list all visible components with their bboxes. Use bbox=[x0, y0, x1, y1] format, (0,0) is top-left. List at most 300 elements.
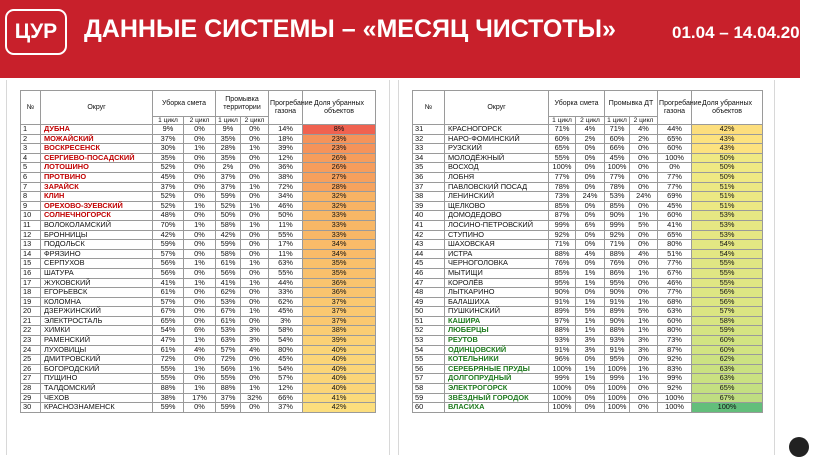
cell-cleaning-cycle1: 91% bbox=[549, 345, 576, 355]
cell-washing-cycle1: 86% bbox=[605, 268, 630, 278]
cell-share: 32% bbox=[303, 192, 376, 202]
cell-cleaning-cycle2: 0% bbox=[576, 182, 605, 192]
cell-washing-cycle1: 56% bbox=[216, 364, 241, 374]
cell-district: БРОННИЦЫ bbox=[41, 230, 153, 240]
cell-cleaning-cycle1: 100% bbox=[549, 393, 576, 403]
cell-washing-cycle1: 56% bbox=[216, 268, 241, 278]
cell-washing-cycle1: 63% bbox=[216, 336, 241, 346]
cell-washing-cycle1: 90% bbox=[605, 211, 630, 221]
cell-share: 54% bbox=[692, 240, 763, 250]
cell-number: 32 bbox=[413, 134, 445, 144]
cell-washing-cycle2: 4% bbox=[241, 345, 269, 355]
cell-cleaning-cycle2: 3% bbox=[576, 345, 605, 355]
cell-cleaning-cycle2: 0% bbox=[576, 355, 605, 365]
cell-washing-cycle2: 0% bbox=[630, 230, 658, 240]
cell-district: ЛОБНЯ bbox=[445, 172, 549, 182]
cell-cleaning-cycle2: 0% bbox=[184, 288, 216, 298]
cell-washing-cycle2: 1% bbox=[241, 307, 269, 317]
cell-cleaning-cycle2: 1% bbox=[184, 259, 216, 269]
cell-number: 20 bbox=[21, 307, 41, 317]
cell-lawn: 62% bbox=[269, 297, 303, 307]
col-header-cycle1: 1 цикл bbox=[549, 117, 576, 125]
cell-washing-cycle1: 90% bbox=[605, 288, 630, 298]
cell-cleaning-cycle2: 0% bbox=[576, 211, 605, 221]
cell-lawn: 73% bbox=[658, 336, 692, 346]
table-row bbox=[21, 144, 376, 154]
cell-washing-cycle2: 0% bbox=[241, 316, 269, 326]
cell-lawn: 38% bbox=[269, 172, 303, 182]
cell-washing-cycle2: 0% bbox=[241, 297, 269, 307]
cell-share: 53% bbox=[692, 211, 763, 221]
cell-washing-cycle2: 0% bbox=[630, 172, 658, 182]
cell-number: 45 bbox=[413, 259, 445, 269]
cell-cleaning-cycle2: 0% bbox=[576, 393, 605, 403]
cell-cleaning-cycle1: 52% bbox=[153, 192, 184, 202]
table-row bbox=[413, 172, 763, 182]
cell-washing-cycle1: 85% bbox=[605, 201, 630, 211]
cell-lawn: 65% bbox=[658, 230, 692, 240]
cell-district: ВОСКРЕСЕНСК bbox=[41, 144, 153, 154]
cell-cleaning-cycle1: 100% bbox=[549, 384, 576, 394]
cell-washing-cycle1: 60% bbox=[605, 134, 630, 144]
cell-district: ОРЕХОВО-ЗУЕВСКИЙ bbox=[41, 201, 153, 211]
cell-number: 53 bbox=[413, 336, 445, 346]
cell-district: КАШИРА bbox=[445, 316, 549, 326]
cell-cleaning-cycle1: 41% bbox=[153, 278, 184, 288]
cell-washing-cycle2: 1% bbox=[241, 144, 269, 154]
table-row bbox=[413, 211, 763, 221]
cell-share: 37% bbox=[303, 297, 376, 307]
col-header-num: № bbox=[413, 91, 445, 125]
cell-washing-cycle1: 45% bbox=[605, 153, 630, 163]
table-row bbox=[21, 211, 376, 221]
cell-cleaning-cycle1: 100% bbox=[549, 364, 576, 374]
cell-washing-cycle1: 91% bbox=[605, 297, 630, 307]
cell-washing-cycle1: 53% bbox=[605, 192, 630, 202]
cell-number: 40 bbox=[413, 211, 445, 221]
cell-lawn: 18% bbox=[269, 134, 303, 144]
cell-cleaning-cycle2: 0% bbox=[576, 163, 605, 173]
cell-washing-cycle1: 37% bbox=[216, 182, 241, 192]
cell-share: 51% bbox=[692, 201, 763, 211]
table-row bbox=[21, 355, 376, 365]
cell-cleaning-cycle1: 30% bbox=[153, 144, 184, 154]
cell-washing-cycle2: 1% bbox=[630, 297, 658, 307]
cell-number: 51 bbox=[413, 316, 445, 326]
cell-lawn: 34% bbox=[269, 192, 303, 202]
cell-washing-cycle2: 3% bbox=[630, 345, 658, 355]
cell-lawn: 100% bbox=[658, 153, 692, 163]
cell-district: ФРЯЗИНО bbox=[41, 249, 153, 259]
cell-share: 40% bbox=[303, 364, 376, 374]
cell-cleaning-cycle1: 85% bbox=[549, 268, 576, 278]
cell-cleaning-cycle1: 87% bbox=[549, 211, 576, 221]
cell-washing-cycle2: 0% bbox=[241, 211, 269, 221]
cell-lawn: 44% bbox=[269, 278, 303, 288]
cell-share: 26% bbox=[303, 153, 376, 163]
col-header-share: Доля убранных объектов bbox=[692, 91, 763, 125]
cell-district: МОЛОДЁЖНЫЙ bbox=[445, 153, 549, 163]
cell-cleaning-cycle2: 0% bbox=[576, 172, 605, 182]
cell-number: 12 bbox=[21, 230, 41, 240]
table-row bbox=[21, 403, 376, 413]
cell-district: ЗВЁЗДНЫЙ ГОРОДОК bbox=[445, 393, 549, 403]
cell-number: 25 bbox=[21, 355, 41, 365]
cell-number: 23 bbox=[21, 336, 41, 346]
cell-share: 8% bbox=[303, 125, 376, 135]
cell-district: ЛЕНИНСКИЙ bbox=[445, 192, 549, 202]
cell-cleaning-cycle2: 0% bbox=[184, 192, 216, 202]
cell-share: 37% bbox=[303, 316, 376, 326]
cell-district: РЕУТОВ bbox=[445, 336, 549, 346]
cell-washing-cycle1: 92% bbox=[605, 230, 630, 240]
cell-number: 36 bbox=[413, 172, 445, 182]
cell-cleaning-cycle2: 0% bbox=[184, 182, 216, 192]
cell-washing-cycle2: 0% bbox=[630, 259, 658, 269]
cell-cleaning-cycle1: 91% bbox=[549, 297, 576, 307]
cell-number: 27 bbox=[21, 374, 41, 384]
cell-share: 35% bbox=[303, 259, 376, 269]
cell-lawn: 55% bbox=[269, 268, 303, 278]
cell-share: 51% bbox=[692, 182, 763, 192]
cell-cleaning-cycle1: 88% bbox=[153, 384, 184, 394]
cell-number: 8 bbox=[21, 192, 41, 202]
cell-washing-cycle2: 1% bbox=[630, 374, 658, 384]
cell-lawn: 69% bbox=[658, 192, 692, 202]
col-header-cycle2: 2 цикл bbox=[576, 117, 605, 125]
table-row bbox=[21, 192, 376, 202]
cell-share: 23% bbox=[303, 144, 376, 154]
cell-district: МЫТИЩИ bbox=[445, 268, 549, 278]
cell-washing-cycle2: 3% bbox=[241, 336, 269, 346]
cell-cleaning-cycle2: 4% bbox=[576, 125, 605, 135]
cell-lawn: 39% bbox=[269, 144, 303, 154]
cell-number: 35 bbox=[413, 163, 445, 173]
corner-marker bbox=[789, 437, 809, 457]
cell-cleaning-cycle2: 0% bbox=[576, 201, 605, 211]
cell-share: 40% bbox=[303, 355, 376, 365]
col-header-washing: Промывка территории bbox=[216, 91, 269, 117]
cell-washing-cycle1: 95% bbox=[605, 355, 630, 365]
cell-number: 7 bbox=[21, 182, 41, 192]
cell-cleaning-cycle2: 24% bbox=[576, 192, 605, 202]
cell-number: 1 bbox=[21, 125, 41, 135]
cell-cleaning-cycle1: 89% bbox=[549, 307, 576, 317]
cell-washing-cycle2: 0% bbox=[241, 172, 269, 182]
cell-share: 33% bbox=[303, 211, 376, 221]
cell-washing-cycle2: 1% bbox=[241, 364, 269, 374]
cell-washing-cycle1: 42% bbox=[216, 230, 241, 240]
cell-cleaning-cycle2: 0% bbox=[184, 403, 216, 413]
cell-share: 41% bbox=[303, 393, 376, 403]
cell-district: ОДИНЦОВСКИЙ bbox=[445, 345, 549, 355]
cell-number: 54 bbox=[413, 345, 445, 355]
cell-share: 63% bbox=[692, 374, 763, 384]
cell-share: 33% bbox=[303, 230, 376, 240]
cell-lawn: 80% bbox=[269, 345, 303, 355]
cell-washing-cycle2: 0% bbox=[630, 153, 658, 163]
cell-district: СТУПИНО bbox=[445, 230, 549, 240]
cell-lawn: 36% bbox=[269, 163, 303, 173]
cell-number: 10 bbox=[21, 211, 41, 221]
cell-cleaning-cycle2: 0% bbox=[184, 316, 216, 326]
cell-washing-cycle1: 53% bbox=[216, 297, 241, 307]
cell-lawn: 60% bbox=[658, 144, 692, 154]
col-header-district: Округ bbox=[445, 91, 549, 125]
cell-cleaning-cycle1: 76% bbox=[549, 259, 576, 269]
cell-lawn: 77% bbox=[658, 259, 692, 269]
cell-cleaning-cycle2: 6% bbox=[576, 220, 605, 230]
table-row bbox=[413, 220, 763, 230]
cell-district: МОЖАЙСКИЙ bbox=[41, 134, 153, 144]
cell-cleaning-cycle1: 100% bbox=[549, 163, 576, 173]
cell-share: 56% bbox=[692, 288, 763, 298]
cell-lawn: 80% bbox=[658, 326, 692, 336]
cell-district: КРАСНОЗНАМЕНСК bbox=[41, 403, 153, 413]
cell-number: 13 bbox=[21, 240, 41, 250]
cell-district: СЕРПУХОВ bbox=[41, 259, 153, 269]
cell-number: 4 bbox=[21, 153, 41, 163]
cell-washing-cycle1: 72% bbox=[216, 355, 241, 365]
cell-number: 49 bbox=[413, 297, 445, 307]
col-header-cycle1: 1 цикл bbox=[153, 117, 184, 125]
table-row bbox=[413, 384, 763, 394]
cell-washing-cycle1: 71% bbox=[605, 240, 630, 250]
cell-cleaning-cycle1: 55% bbox=[153, 364, 184, 374]
cell-cleaning-cycle2: 1% bbox=[576, 326, 605, 336]
cell-share: 40% bbox=[303, 345, 376, 355]
cell-cleaning-cycle2: 1% bbox=[576, 364, 605, 374]
cell-washing-cycle1: 88% bbox=[605, 326, 630, 336]
cell-number: 38 bbox=[413, 192, 445, 202]
cell-number: 29 bbox=[21, 393, 41, 403]
cell-share: 57% bbox=[692, 307, 763, 317]
cell-district: ЕГОРЬЕВСК bbox=[41, 288, 153, 298]
cell-cleaning-cycle2: 3% bbox=[576, 336, 605, 346]
cell-washing-cycle1: 67% bbox=[216, 307, 241, 317]
cell-cleaning-cycle2: 0% bbox=[576, 240, 605, 250]
cell-cleaning-cycle2: 0% bbox=[184, 268, 216, 278]
cell-cleaning-cycle1: 73% bbox=[549, 192, 576, 202]
cell-washing-cycle2: 1% bbox=[241, 384, 269, 394]
cell-lawn: 0% bbox=[658, 163, 692, 173]
cell-cleaning-cycle1: 47% bbox=[153, 336, 184, 346]
cell-lawn: 44% bbox=[658, 125, 692, 135]
cell-washing-cycle2: 0% bbox=[241, 249, 269, 259]
cell-washing-cycle1: 55% bbox=[216, 374, 241, 384]
col-header-cycle2: 2 цикл bbox=[241, 117, 269, 125]
cell-washing-cycle1: 66% bbox=[605, 144, 630, 154]
cell-cleaning-cycle2: 1% bbox=[184, 384, 216, 394]
cell-lawn: 45% bbox=[269, 307, 303, 317]
table-row bbox=[21, 288, 376, 298]
cell-cleaning-cycle2: 0% bbox=[576, 153, 605, 163]
cell-cleaning-cycle2: 0% bbox=[184, 211, 216, 221]
cell-number: 15 bbox=[21, 259, 41, 269]
cell-cleaning-cycle1: 59% bbox=[153, 403, 184, 413]
cell-cleaning-cycle1: 52% bbox=[153, 201, 184, 211]
cell-lawn: 45% bbox=[658, 201, 692, 211]
cell-washing-cycle1: 35% bbox=[216, 153, 241, 163]
cell-district: КОРОЛЁВ bbox=[445, 278, 549, 288]
col-header-num: № bbox=[21, 91, 41, 125]
cell-cleaning-cycle1: 97% bbox=[549, 316, 576, 326]
cell-lawn: 45% bbox=[269, 355, 303, 365]
cell-cleaning-cycle2: 1% bbox=[184, 144, 216, 154]
table-row bbox=[21, 125, 376, 135]
cell-number: 5 bbox=[21, 163, 41, 173]
cell-district: ЧЕРНОГОЛОВКА bbox=[445, 259, 549, 269]
cell-washing-cycle1: 59% bbox=[216, 240, 241, 250]
cell-cleaning-cycle2: 5% bbox=[576, 307, 605, 317]
cell-washing-cycle1: 88% bbox=[216, 384, 241, 394]
cell-district: ВОСХОД bbox=[445, 163, 549, 173]
cell-washing-cycle2: 0% bbox=[241, 230, 269, 240]
cell-cleaning-cycle2: 0% bbox=[576, 384, 605, 394]
cell-share: 100% bbox=[692, 403, 763, 413]
table-row bbox=[21, 240, 376, 250]
cell-lawn: 92% bbox=[658, 355, 692, 365]
cell-lawn: 100% bbox=[658, 403, 692, 413]
cell-district: ПОДОЛЬСК bbox=[41, 240, 153, 250]
cell-lawn: 63% bbox=[658, 307, 692, 317]
cell-district: ВОЛОКОЛАМСКИЙ bbox=[41, 220, 153, 230]
col-header-cycle2: 2 цикл bbox=[630, 117, 658, 125]
cell-washing-cycle1: 90% bbox=[605, 316, 630, 326]
cell-number: 19 bbox=[21, 297, 41, 307]
cell-washing-cycle2: 5% bbox=[630, 220, 658, 230]
cell-washing-cycle2: 1% bbox=[241, 201, 269, 211]
cell-washing-cycle2: 4% bbox=[630, 249, 658, 259]
cell-washing-cycle1: 9% bbox=[216, 125, 241, 135]
cell-cleaning-cycle1: 65% bbox=[153, 316, 184, 326]
cell-district: ЭЛЕКТРОСТАЛЬ bbox=[41, 316, 153, 326]
cell-lawn: 99% bbox=[658, 374, 692, 384]
cell-number: 2 bbox=[21, 134, 41, 144]
cell-lawn: 68% bbox=[658, 297, 692, 307]
cell-washing-cycle2: 0% bbox=[630, 144, 658, 154]
table-row bbox=[413, 288, 763, 298]
cell-number: 17 bbox=[21, 278, 41, 288]
cell-lawn: 60% bbox=[658, 211, 692, 221]
cell-cleaning-cycle1: 59% bbox=[153, 240, 184, 250]
cell-cleaning-cycle1: 88% bbox=[549, 249, 576, 259]
cell-lawn: 57% bbox=[269, 374, 303, 384]
cell-washing-cycle1: 71% bbox=[605, 125, 630, 135]
cell-cleaning-cycle1: 100% bbox=[549, 403, 576, 413]
cell-district: КЛИН bbox=[41, 192, 153, 202]
cell-district: ДОЛГОПРУДНЫЙ bbox=[445, 374, 549, 384]
cell-district: ЛОСИНО-ПЕТРОВСКИЙ bbox=[445, 220, 549, 230]
cell-cleaning-cycle1: 78% bbox=[549, 182, 576, 192]
cell-share: 50% bbox=[692, 153, 763, 163]
cell-washing-cycle2: 0% bbox=[630, 182, 658, 192]
cell-washing-cycle2: 3% bbox=[630, 336, 658, 346]
cell-cleaning-cycle1: 57% bbox=[153, 249, 184, 259]
cell-washing-cycle1: 99% bbox=[605, 220, 630, 230]
cell-share: 34% bbox=[303, 240, 376, 250]
cell-cleaning-cycle2: 0% bbox=[576, 403, 605, 413]
cell-washing-cycle2: 1% bbox=[241, 220, 269, 230]
cell-lawn: 83% bbox=[658, 364, 692, 374]
cell-share: 56% bbox=[692, 297, 763, 307]
cell-lawn: 12% bbox=[269, 384, 303, 394]
cell-cleaning-cycle1: 95% bbox=[549, 278, 576, 288]
cell-number: 58 bbox=[413, 384, 445, 394]
cell-district: ПРОТВИНО bbox=[41, 172, 153, 182]
table-row bbox=[413, 125, 763, 135]
cell-cleaning-cycle2: 0% bbox=[184, 355, 216, 365]
cell-cleaning-cycle1: 99% bbox=[549, 374, 576, 384]
cell-lawn: 17% bbox=[269, 240, 303, 250]
cell-number: 46 bbox=[413, 268, 445, 278]
cell-share: 35% bbox=[303, 268, 376, 278]
cell-cleaning-cycle1: 85% bbox=[549, 201, 576, 211]
cell-washing-cycle2: 0% bbox=[630, 278, 658, 288]
cell-number: 16 bbox=[21, 268, 41, 278]
cell-share: 55% bbox=[692, 259, 763, 269]
cell-washing-cycle2: 0% bbox=[241, 192, 269, 202]
cell-number: 48 bbox=[413, 288, 445, 298]
cell-number: 28 bbox=[21, 384, 41, 394]
cell-lawn: 12% bbox=[269, 153, 303, 163]
table-row bbox=[413, 307, 763, 317]
cell-share: 43% bbox=[692, 134, 763, 144]
cell-washing-cycle1: 57% bbox=[216, 345, 241, 355]
cell-lawn: 63% bbox=[269, 259, 303, 269]
cell-number: 41 bbox=[413, 220, 445, 230]
cell-washing-cycle2: 1% bbox=[630, 326, 658, 336]
cell-washing-cycle2: 0% bbox=[241, 355, 269, 365]
cell-number: 47 bbox=[413, 278, 445, 288]
cell-share: 23% bbox=[303, 134, 376, 144]
cell-cleaning-cycle1: 71% bbox=[549, 240, 576, 250]
left-table-panel bbox=[6, 80, 390, 455]
cell-number: 11 bbox=[21, 220, 41, 230]
cell-district: БОГОРОДСКИЙ bbox=[41, 364, 153, 374]
cell-number: 3 bbox=[21, 144, 41, 154]
cell-lawn: 46% bbox=[658, 278, 692, 288]
col-header-cycle1: 1 цикл bbox=[605, 117, 630, 125]
cell-cleaning-cycle1: 93% bbox=[549, 336, 576, 346]
cell-cleaning-cycle2: 0% bbox=[184, 134, 216, 144]
cell-number: 42 bbox=[413, 230, 445, 240]
col-header-cleaning: Уборка смета bbox=[153, 91, 216, 117]
cell-cleaning-cycle1: 96% bbox=[549, 355, 576, 365]
cell-district: ПУЩИНО bbox=[41, 374, 153, 384]
cell-lawn: 55% bbox=[269, 230, 303, 240]
cell-district: БАЛАШИХА bbox=[445, 297, 549, 307]
cell-district: ЭЛЕКТРОГОРСК bbox=[445, 384, 549, 394]
cell-share: 38% bbox=[303, 326, 376, 336]
cell-cleaning-cycle2: 1% bbox=[184, 278, 216, 288]
cell-washing-cycle1: 77% bbox=[605, 172, 630, 182]
cell-cleaning-cycle1: 65% bbox=[549, 144, 576, 154]
cell-number: 50 bbox=[413, 307, 445, 317]
cell-share: 67% bbox=[692, 393, 763, 403]
cell-cleaning-cycle2: 0% bbox=[184, 172, 216, 182]
cell-washing-cycle2: 1% bbox=[630, 268, 658, 278]
cell-washing-cycle2: 0% bbox=[630, 403, 658, 413]
cell-number: 18 bbox=[21, 288, 41, 298]
cell-number: 59 bbox=[413, 393, 445, 403]
cell-lawn: 77% bbox=[658, 172, 692, 182]
cell-cleaning-cycle1: 57% bbox=[153, 297, 184, 307]
table-row bbox=[21, 172, 376, 182]
cell-share: 53% bbox=[692, 220, 763, 230]
cell-share: 53% bbox=[692, 230, 763, 240]
cell-cleaning-cycle1: 48% bbox=[153, 211, 184, 221]
